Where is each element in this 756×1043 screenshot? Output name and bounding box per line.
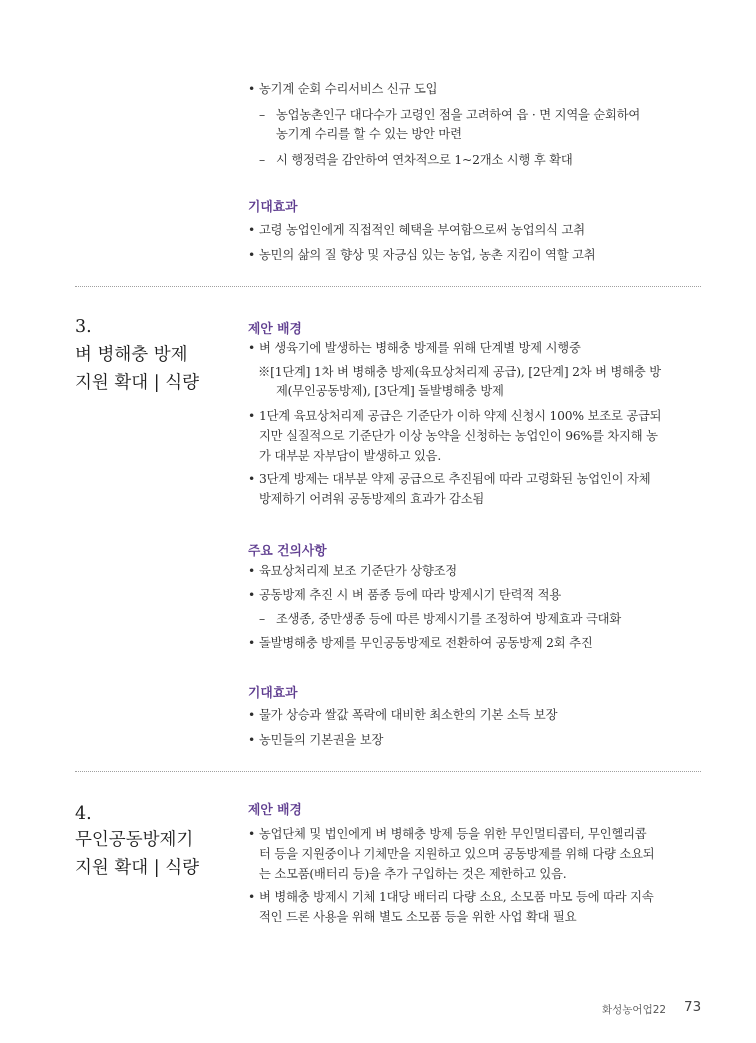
bullet-icon: • bbox=[248, 409, 256, 423]
intro-dash-2-text: 시 행정력을 감안하여 연차적으로 1~2개소 시행 후 확대 bbox=[276, 153, 573, 167]
section-3-bg-2-cont-2: 가 대부분 자부담이 발생하고 있음. bbox=[259, 449, 442, 463]
section-4-number: 4. bbox=[75, 804, 92, 824]
intro-bullet-text: 농기계 순회 수리서비스 신규 도입 bbox=[259, 82, 438, 96]
section-3-effect-heading: 기대효과 bbox=[248, 686, 298, 701]
section-4-bg-1-text: 농업단체 및 법인에게 벼 병해충 방제 등을 위한 무인멀티콥터, 무인헬리콥 bbox=[259, 827, 647, 841]
intro-effect-heading: 기대효과 bbox=[248, 200, 298, 215]
section-divider bbox=[75, 286, 701, 287]
dash-icon: – bbox=[259, 612, 265, 626]
section-4-title-line-1: 무인공동방제기 bbox=[75, 830, 194, 850]
section-3-bg-1-text: 벼 생육기에 발생하는 병해충 방제를 위해 단계별 방제 시행중 bbox=[259, 341, 581, 355]
footer-publication-label: 화성농어업22 bbox=[602, 1004, 667, 1016]
section-4-bg-1-cont-2: 는 소모품(배터리 등)을 추가 구입하는 것은 제한하고 있음. bbox=[259, 867, 567, 881]
bullet-icon: • bbox=[248, 472, 256, 486]
bullet-icon: • bbox=[248, 890, 256, 904]
bullet-icon: • bbox=[248, 82, 256, 96]
dash-icon: – bbox=[259, 153, 265, 167]
intro-effect-1-text: 고령 농업인에게 직접적인 혜택을 부여함으로써 농업의식 고취 bbox=[259, 223, 585, 237]
section-3-effect-1 bbox=[248, 702, 702, 728]
section-3-rec-3 bbox=[248, 630, 702, 656]
section-3-bg-2-text: 1단계 육묘상처리제 공급은 기준단가 이하 약제 신청시 100% 보조로 공급되 bbox=[259, 409, 662, 423]
section-3-rec-3-text: 돌발병해충 방제를 무인공동방제로 전환하여 공동방제 2회 추진 bbox=[259, 636, 593, 650]
section-3-rec-1-text: 육묘상처리제 보조 기준단가 상향조정 bbox=[259, 564, 457, 578]
section-4-bg-1-cont-1: 터 등을 지원중이나 기체만을 지원하고 있으며 공동방제를 위해 다량 소요되 bbox=[259, 847, 655, 861]
section-3-bg-3-cont: 방제하기 어려워 공동방제의 효과가 감소됨 bbox=[259, 492, 485, 506]
section-4-bg-2-text: 벼 병해충 방제시 기체 1대당 배터리 다량 소요, 소모품 마모 등에 따라 지속 bbox=[259, 890, 654, 904]
section-4-background-heading: 제안 배경 bbox=[248, 803, 302, 818]
section-4-bg-2-cont: 적인 드론 사용을 위해 별도 소모품 등을 위한 사업 확대 필요 bbox=[259, 910, 577, 924]
intro-effect-1 bbox=[248, 217, 702, 243]
section-3-rec-2-dash-text: 조생종, 중만생종 등에 따른 방제시기를 조정하여 방제효과 극대화 bbox=[276, 612, 621, 626]
dash-icon: – bbox=[259, 108, 265, 122]
bullet-icon: • bbox=[248, 708, 256, 722]
bullet-icon: • bbox=[248, 827, 256, 841]
section-3-number: 3. bbox=[75, 317, 92, 337]
section-divider bbox=[75, 771, 701, 772]
intro-bullet bbox=[248, 76, 702, 102]
section-3-effect-1-text: 물가 상승과 쌀값 폭락에 대비한 최소한의 기본 소득 보장 bbox=[259, 708, 558, 722]
section-3-bg-3-text: 3단계 방제는 대부분 약제 공급으로 추진됨에 따라 고령화된 농업인이 자체 bbox=[259, 472, 651, 486]
bullet-icon: • bbox=[248, 588, 256, 602]
section-3-rec-2 bbox=[248, 582, 702, 608]
bullet-icon: • bbox=[248, 223, 256, 237]
section-3-title-line-1: 벼 병해충 방제 bbox=[75, 345, 188, 365]
section-3-effect-2-text: 농민들의 기본권을 보장 bbox=[259, 733, 384, 747]
section-3-note-line-1: ※[1단계] 1차 벼 병해충 방제(육묘상처리제 공급), [2단계] 2차 벼 병해충 방 bbox=[258, 365, 661, 379]
section-3-recommendations-heading: 주요 건의사항 bbox=[248, 544, 327, 559]
bullet-icon: • bbox=[248, 248, 256, 262]
section-3-background-heading: 제안 배경 bbox=[248, 322, 302, 337]
section-3-effect-2 bbox=[248, 727, 702, 753]
section-3-rec-1 bbox=[248, 558, 702, 584]
bullet-icon: • bbox=[248, 733, 256, 747]
bullet-icon: • bbox=[248, 564, 256, 578]
intro-dash-1-cont: 농기계 수리를 할 수 있는 방안 마련 bbox=[276, 127, 462, 141]
bullet-icon: • bbox=[248, 636, 256, 650]
section-3-note-line-2: 제(무인공동방제), [3단계] 돌발병해충 방제 bbox=[276, 384, 504, 398]
intro-dash-1-text: 농업농촌인구 대다수가 고령인 점을 고려하여 읍 · 면 지역을 순회하여 bbox=[276, 108, 641, 122]
section-3-rec-2-text: 공동방제 추진 시 벼 품종 등에 따라 방제시기 탄력적 적용 bbox=[259, 588, 561, 602]
page-number: 73 bbox=[684, 999, 702, 1015]
intro-effect-2-text: 농민의 삶의 질 향상 및 자긍심 있는 농업, 농촌 지킴이 역할 고취 bbox=[259, 248, 596, 262]
section-3-rec-2-dash bbox=[248, 606, 702, 632]
section-3-bg-2-cont-1: 지만 실질적으로 기준단가 이상 농약을 신청하는 농업인이 96%를 차지해 농 bbox=[259, 429, 658, 443]
intro-effect-2 bbox=[248, 242, 702, 268]
section-4-title-line-2: 지원 확대 | 식량 bbox=[75, 858, 200, 878]
intro-dash-2 bbox=[248, 147, 702, 173]
section-3-bg-1 bbox=[248, 335, 702, 361]
bullet-icon: • bbox=[248, 341, 256, 355]
section-3-title-line-2: 지원 확대 | 식량 bbox=[75, 373, 200, 393]
